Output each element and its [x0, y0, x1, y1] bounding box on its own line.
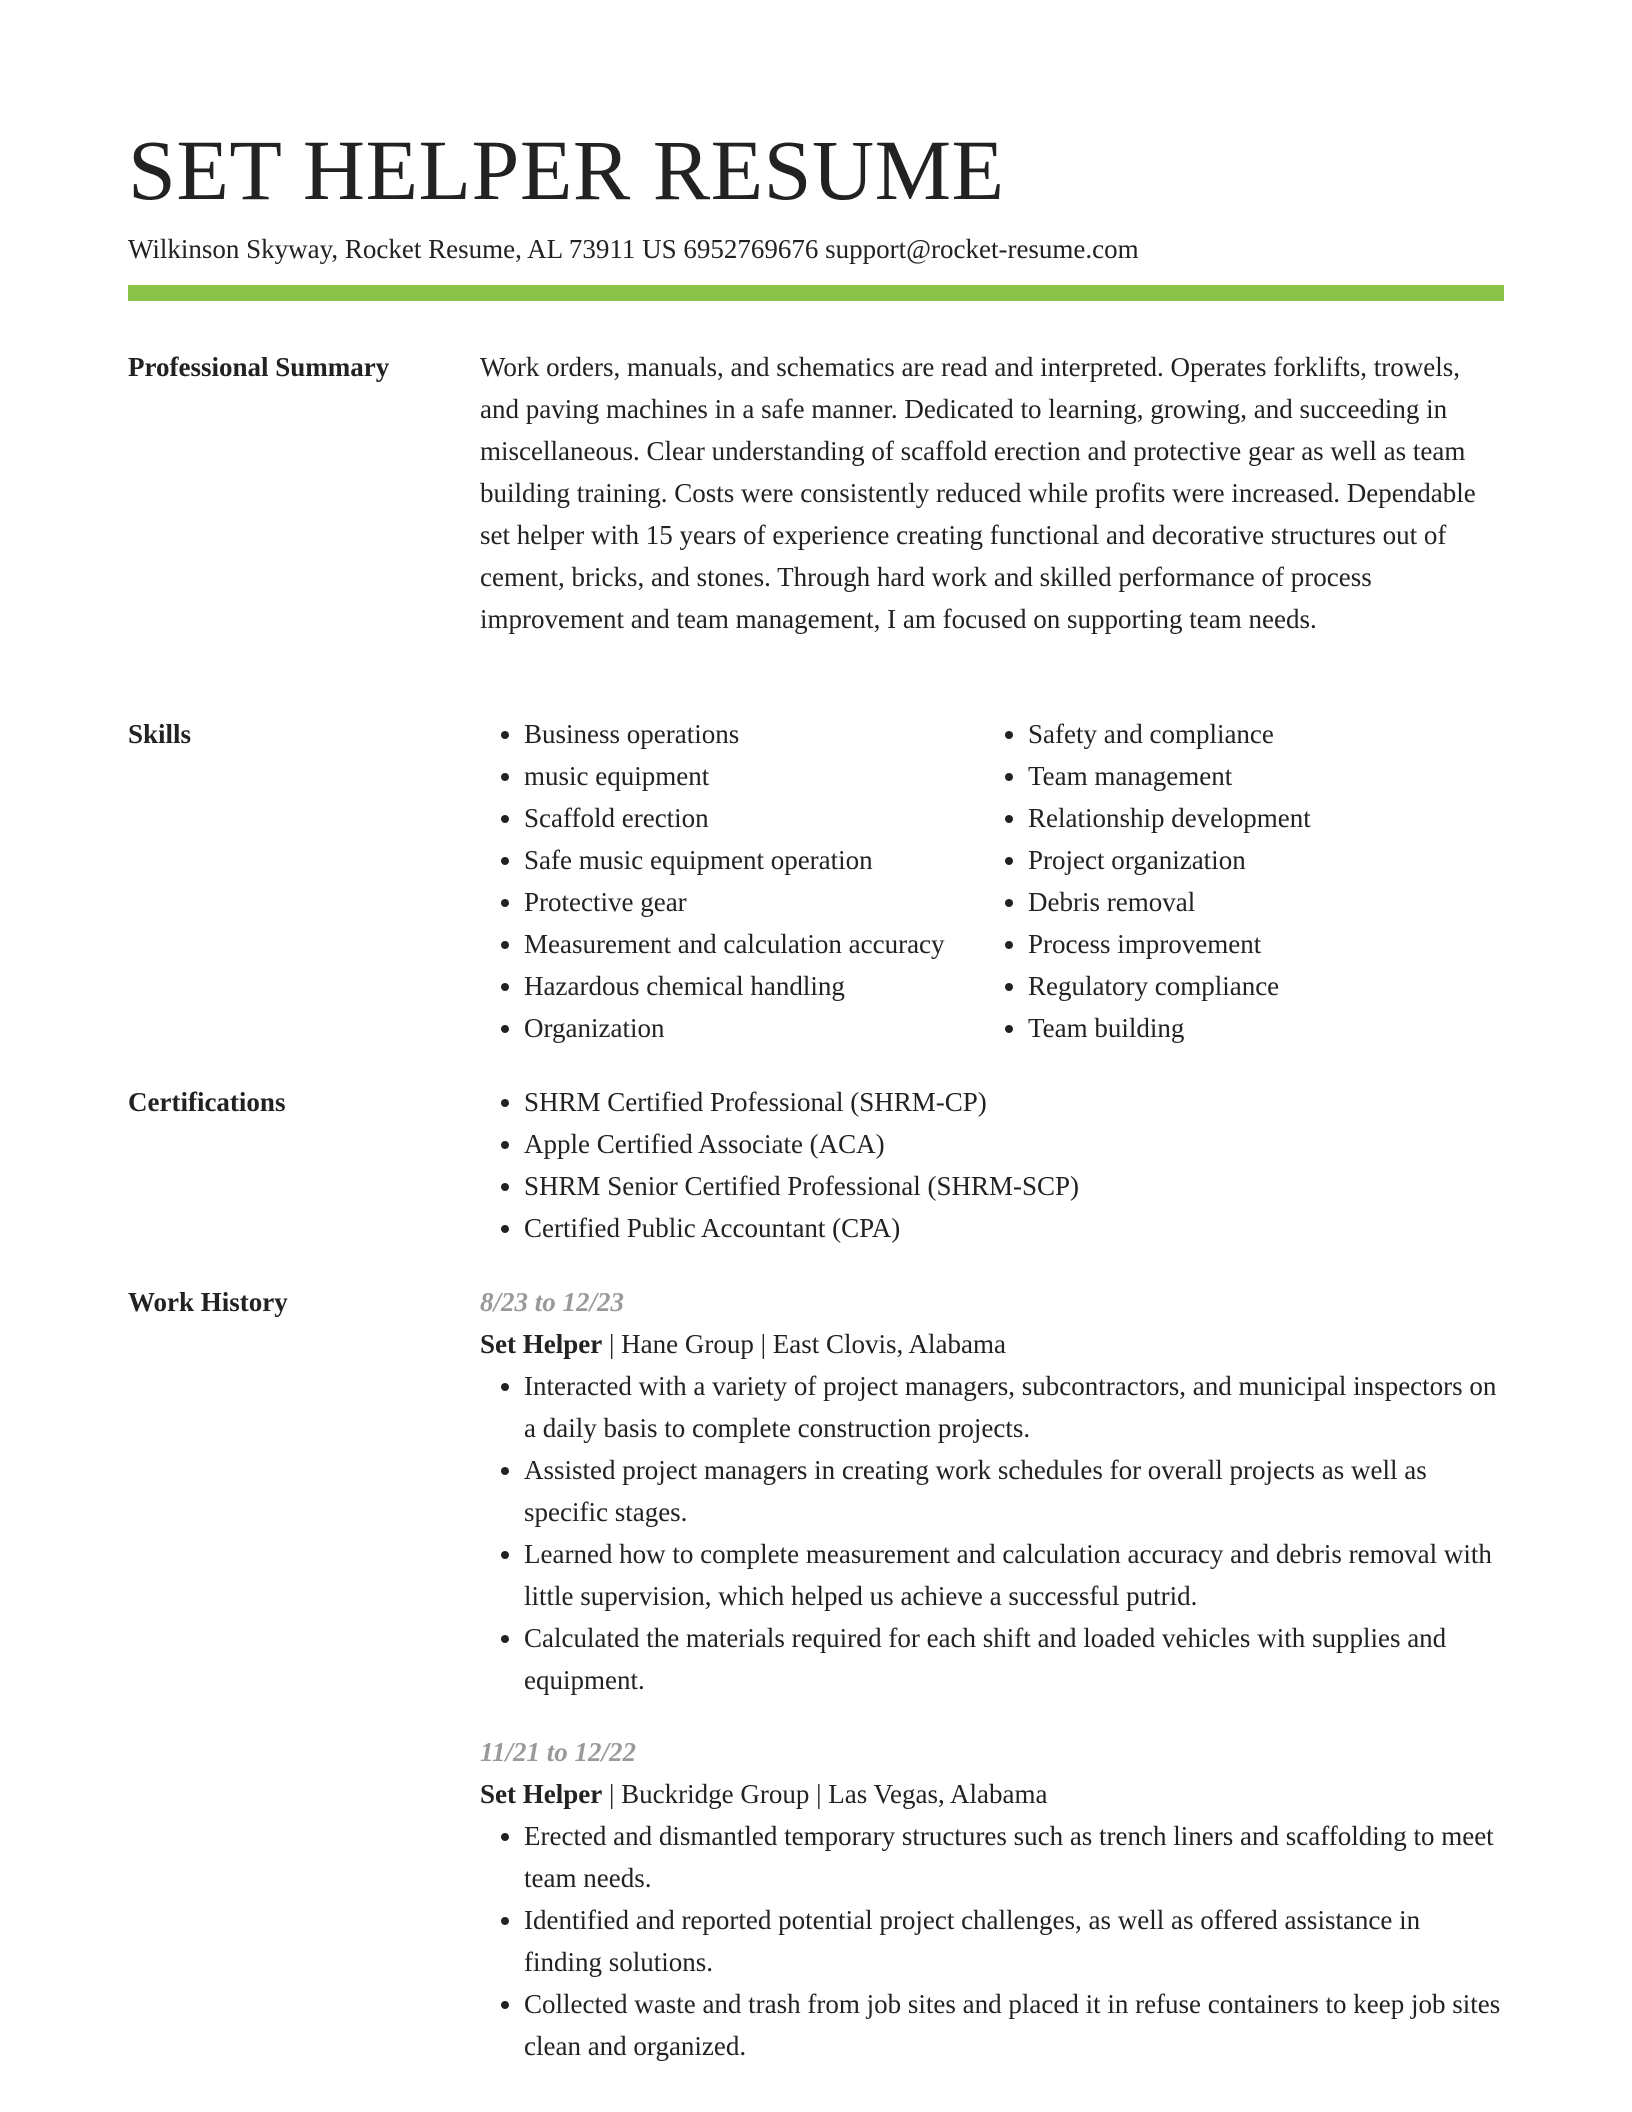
job-duty: • Learned how to complete measurement and calculation accuracy and debris removal with little supervision, which helped us achieve a successful putrid.	[524, 1533, 1504, 1617]
skill-item: • Hazardous chemical handling	[524, 965, 984, 1007]
certifications-label: Certifications	[128, 1087, 286, 1117]
certifications-list	[480, 1081, 1504, 1249]
skill-item: • Measurement and calculation accuracy	[524, 923, 984, 965]
skill-item: • Process improvement	[1028, 923, 1504, 965]
job-dates: 8/23 to 12/23	[480, 1287, 625, 1317]
skill-item: • Safety and compliance	[1028, 713, 1504, 755]
certification-item: • Certified Public Accountant (CPA)	[524, 1207, 1504, 1249]
skill-item: • Protective gear	[524, 881, 984, 923]
job-title: Set Helper	[480, 1329, 603, 1359]
job-entry	[480, 1731, 1504, 2067]
skills-column-right	[984, 713, 1504, 1049]
skill-item: • Project organization	[1028, 839, 1504, 881]
certification-item: • SHRM Certified Professional (SHRM-CP)	[524, 1081, 1504, 1123]
resume-title: SET HELPER RESUME	[128, 122, 1005, 218]
certifications-body	[480, 1081, 1504, 1249]
skill-item: • Relationship development	[1028, 797, 1504, 839]
job-duty: • Collected waste and trash from job sites and placed it in refuse containers to keep job sites clean and organized.	[524, 1983, 1504, 2067]
skills-list-left	[480, 713, 984, 1049]
job-duties-list	[480, 1815, 1504, 2067]
job-dates: 11/21 to 12/22	[480, 1737, 637, 1767]
summary-text: Work orders, manuals, and schematics are read and interpreted. Operates forklifts, trowels, and paving machines in a safe manner. Dedicated to learning, growing, and succeeding in miscellaneous. Clear understanding of scaffold erection and protective gear as well as team building training. Costs were consistently reduced while profits were increased. Dependable set helper with 15 years of experience creating functional and decorative structures out of cement, bricks, and stones. Through hard work and skilled performance of process improvement and team management, I am focused on supporting team needs.	[480, 352, 1476, 634]
summary-label: Professional Summary	[128, 352, 390, 382]
summary-body	[480, 346, 1504, 640]
skills-list-right	[984, 713, 1504, 1049]
job-title: Set Helper	[480, 1779, 603, 1809]
work-history-body	[480, 1281, 1504, 2067]
job-heading	[480, 1773, 1504, 1815]
job-duty: • Assisted project managers in creating work schedules for overall projects as well as specific stages.	[524, 1449, 1504, 1533]
work-history-label: Work History	[128, 1287, 288, 1317]
job-details: | Hane Group | East Clovis, Alabama	[602, 1329, 1006, 1359]
skill-item: • Organization	[524, 1007, 984, 1049]
skill-item: • Team building	[1028, 1007, 1504, 1049]
skill-item: • Debris removal	[1028, 881, 1504, 923]
certification-item: • Apple Certified Associate (ACA)	[524, 1123, 1504, 1165]
job-duty: • Interacted with a variety of project managers, subcontractors, and municipal inspectors on a daily basis to complete construction projects.	[524, 1365, 1504, 1449]
job-duty: • Calculated the materials required for each shift and loaded vehicles with supplies and equipment.	[524, 1617, 1504, 1701]
accent-divider	[128, 285, 1504, 301]
skills-body	[480, 713, 1504, 1049]
contact-line: Wilkinson Skyway, Rocket Resume, AL 73911 US 6952769676 support@rocket-resume.com	[128, 234, 1139, 264]
skills-column-left	[480, 713, 984, 1049]
job-duties-list	[480, 1365, 1504, 1701]
job-duty: • Identified and reported potential project challenges, as well as offered assistance in finding solutions.	[524, 1899, 1504, 1983]
job-details: | Buckridge Group | Las Vegas, Alabama	[602, 1779, 1048, 1809]
skill-item: • Team management	[1028, 755, 1504, 797]
job-heading	[480, 1323, 1504, 1365]
job-entry	[480, 1281, 1504, 1701]
skill-item: • Regulatory compliance	[1028, 965, 1504, 1007]
skill-item: • Scaffold erection	[524, 797, 984, 839]
certification-item: • SHRM Senior Certified Professional (SHRM-SCP)	[524, 1165, 1504, 1207]
skills-columns	[480, 713, 1504, 1049]
skill-item: • music equipment	[524, 755, 984, 797]
skill-item: • Safe music equipment operation	[524, 839, 984, 881]
skills-label: Skills	[128, 719, 192, 749]
job-duty: • Erected and dismantled temporary structures such as trench liners and scaffolding to meet team needs.	[524, 1815, 1504, 1899]
skill-item: • Business operations	[524, 713, 984, 755]
